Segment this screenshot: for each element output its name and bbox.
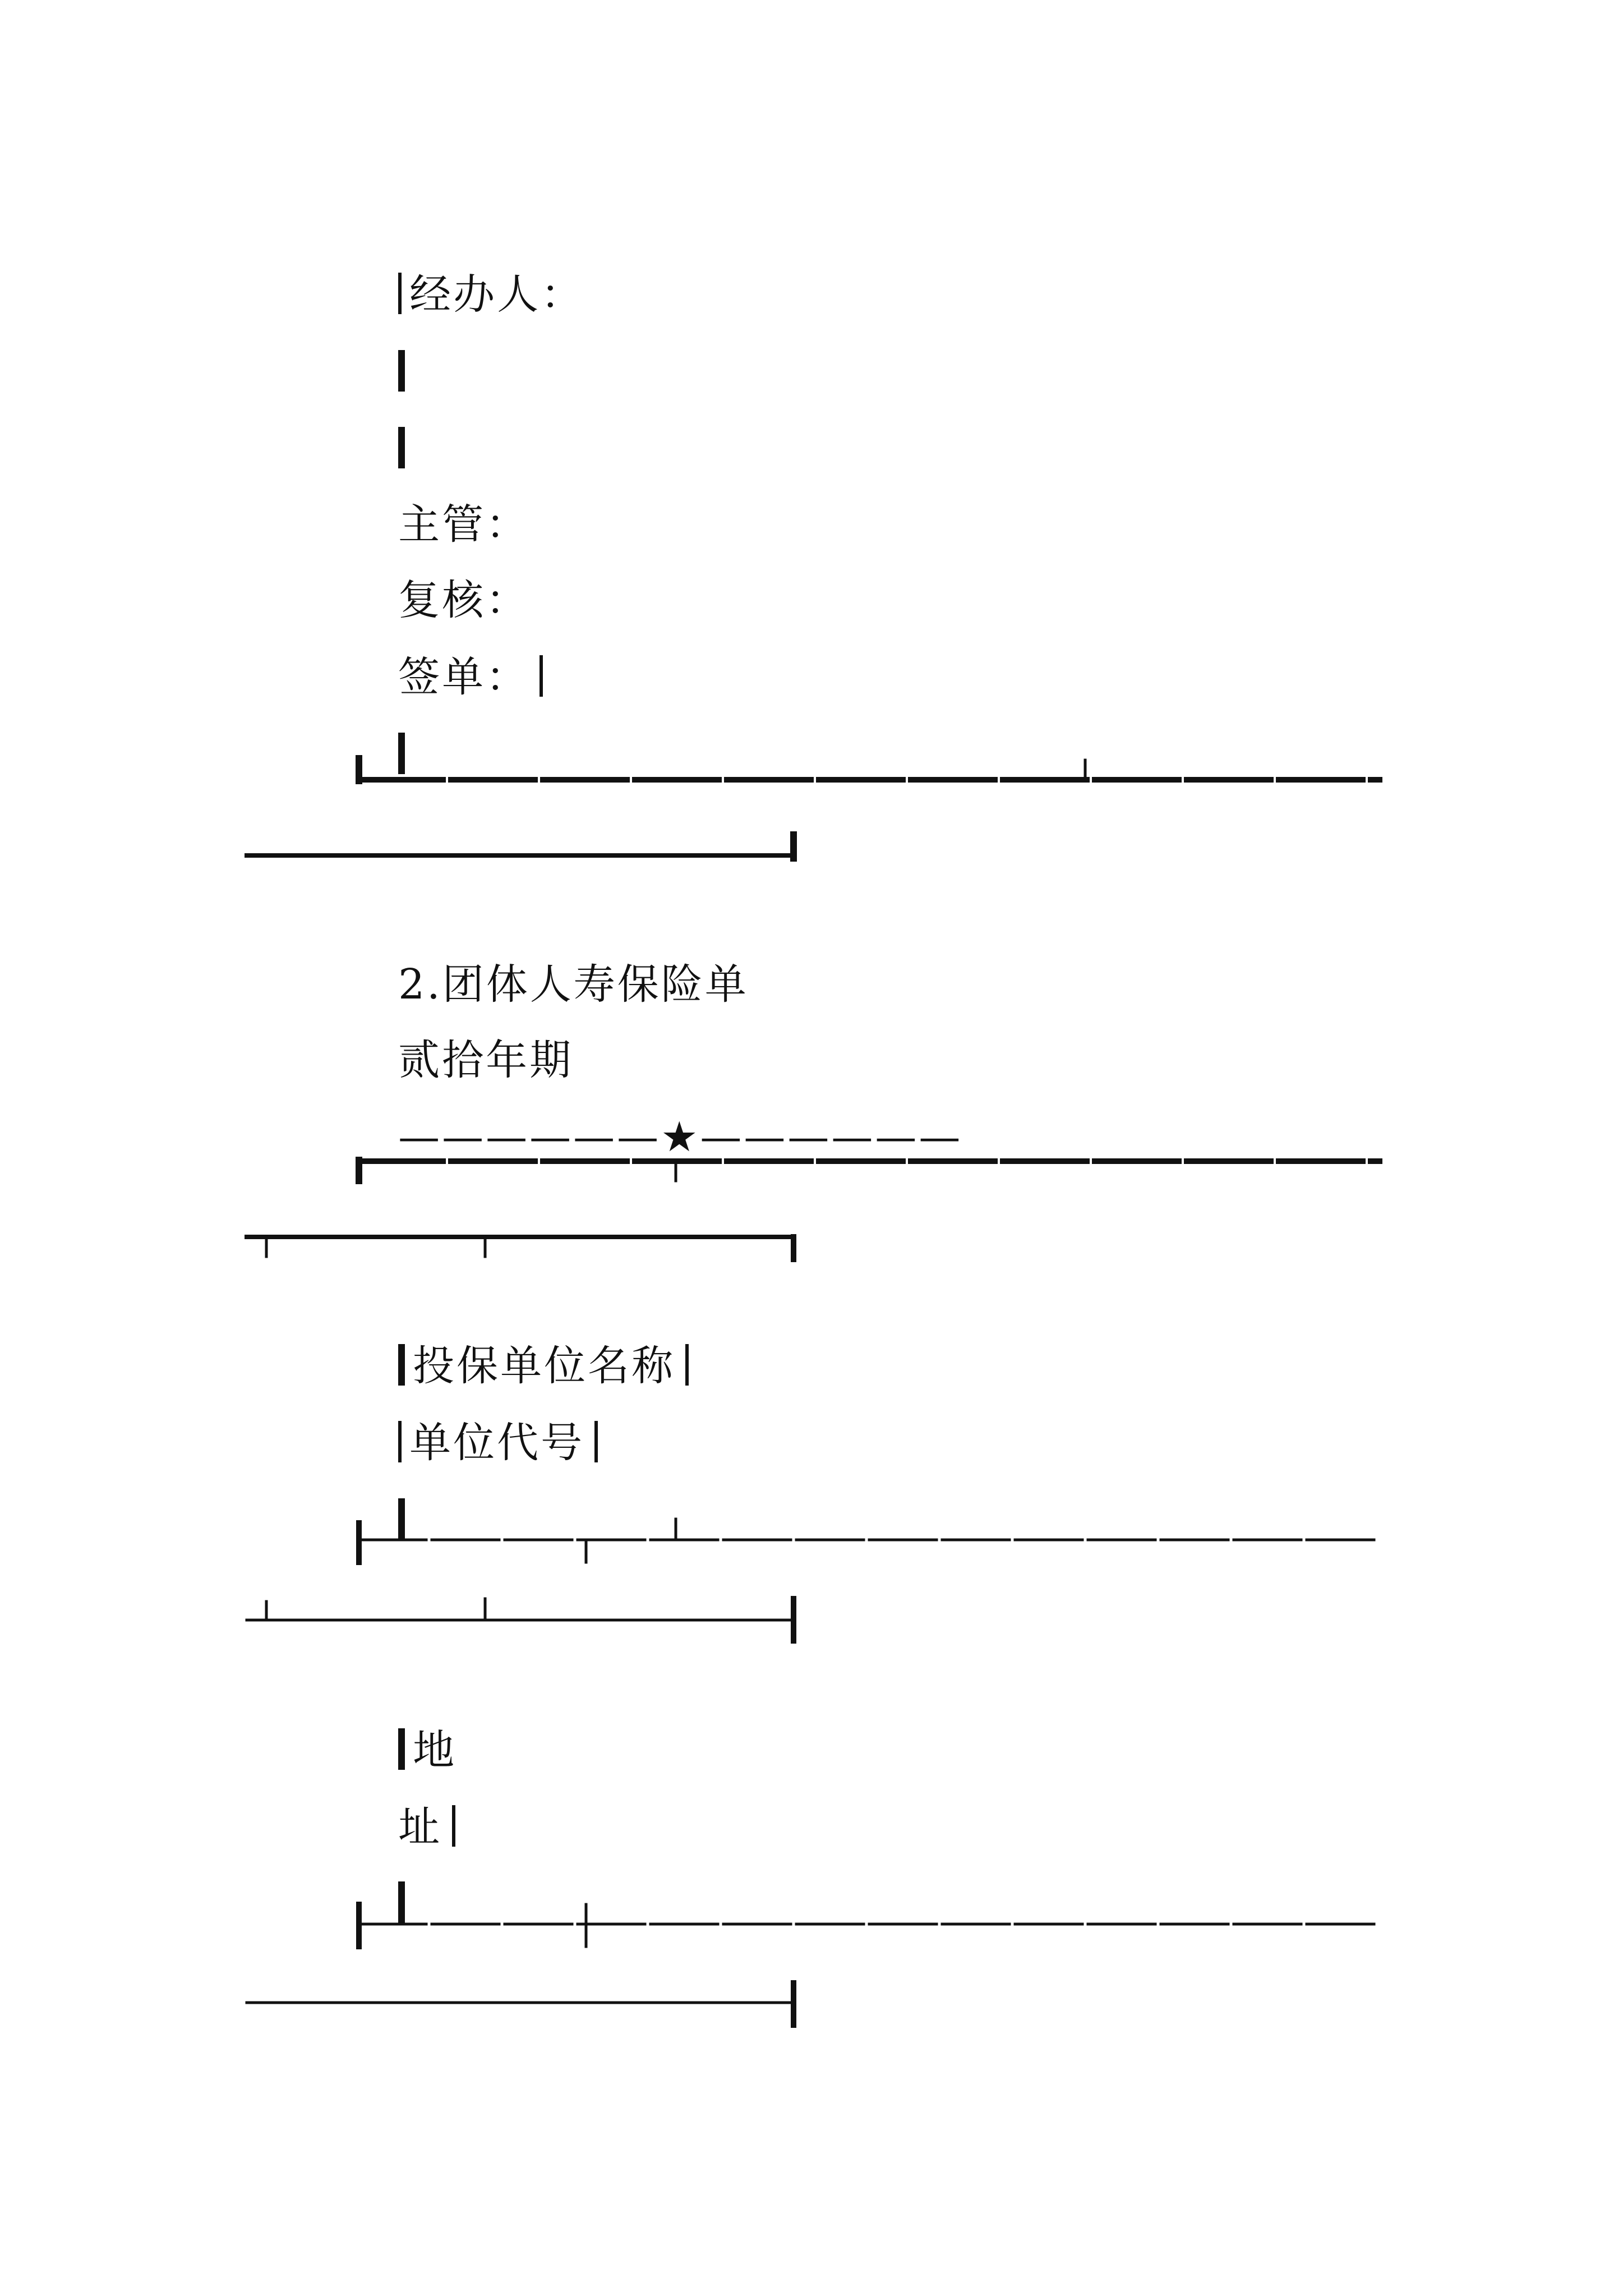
policy-title: 2.团体人寿保险单 <box>398 960 749 1009</box>
address-label-part2: 址 <box>398 1803 442 1851</box>
unit-code-label: 单位代号 <box>409 1419 585 1467</box>
reviewer-label: 复核： <box>398 576 530 624</box>
supervisor-label: 主管： <box>398 500 530 549</box>
handler-label: 经办人： <box>409 270 585 319</box>
star-divider-text: ——————★—————— <box>398 1113 963 1161</box>
policy-term: 贰拾年期 <box>398 1036 574 1084</box>
address-label-part1: 地 <box>413 1726 457 1774</box>
issuer-label: 签单： <box>398 653 530 701</box>
unit-name-label: 投保单位名称 <box>413 1342 676 1390</box>
